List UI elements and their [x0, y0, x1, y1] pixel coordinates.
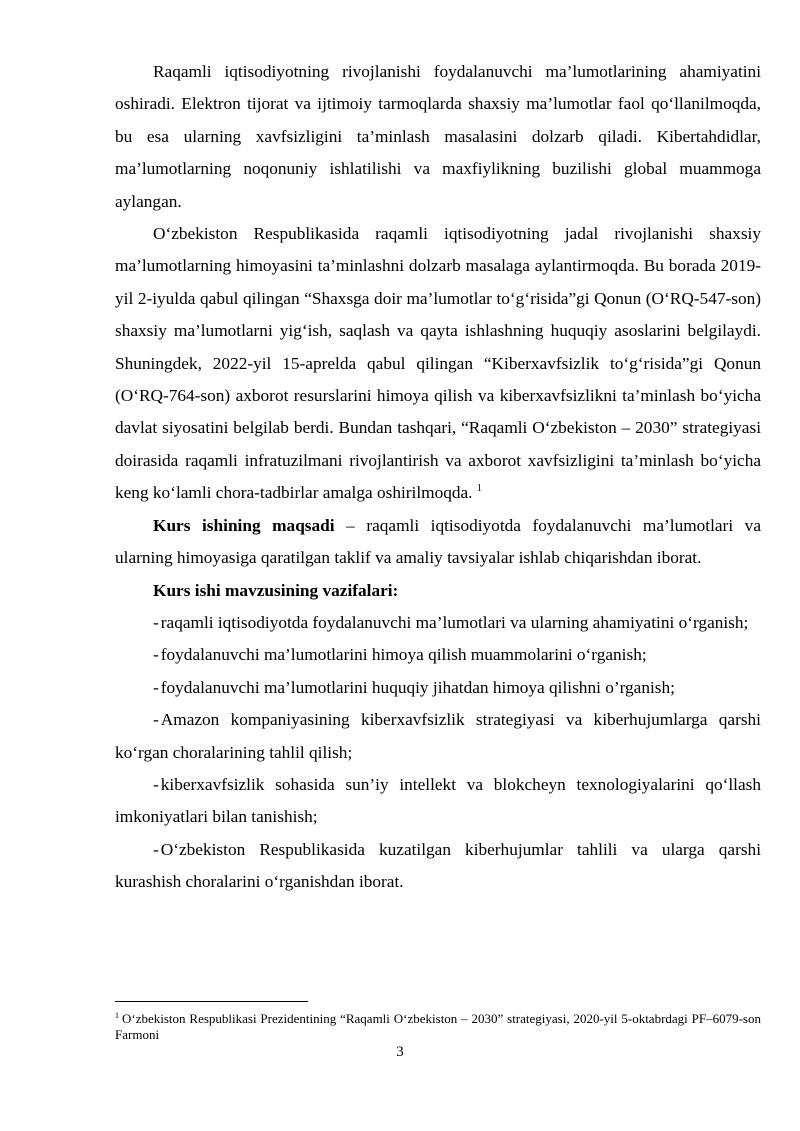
- task-dash: -: [153, 710, 159, 730]
- tasks-heading: Kurs ishi mavzusining vazifalari:: [153, 580, 399, 600]
- task-item: [115, 834, 761, 899]
- task-item: [115, 639, 761, 671]
- task-dash: -: [153, 839, 159, 859]
- footnote-reference[interactable]: 1: [476, 483, 482, 495]
- goal-text: – raqamli iqtisodiyotda foydalanuvchi ma’lumotlari va ularning himoyasiga qaratilgan taklif va amaliy tavsiyalar ishlab chiqarishdan iborat.: [115, 515, 761, 568]
- task-dash: -: [153, 774, 159, 794]
- task-item: [115, 672, 761, 704]
- paragraph-intro-text: Raqamli iqtisodiyotning rivojlanishi foydalanuvchi ma’lumotlarining ahamiyatini oshiradi. Elektron tijorat va ijtimoiy tarmoqlarda shaxsiy ma’lumotlar faol qo‘llanilmoqda, bu esa ularning xavfsizligini ta’minlash masalasini dolzarb qiladi. Kibertahdidlar, ma’lumotlarning noqonuniy ishlatilishi va maxfiylikning buzilishi global muammoga aylangan.: [115, 62, 761, 211]
- paragraph-legal-basis-text: O‘zbekiston Respublikasida raqamli iqtisodiyotning jadal rivojlanishi shaxsiy ma’lumotlarning himoyasini ta’minlashni dolzarb masalaga aylantirmoqda. Bu borada 2019-yil 2-iyulda qabul qilingan “Shaxsga doir ma’lumotlar to‘g‘risida”gi Qonun (O‘RQ-547-son) shaxsiy ma’lumotlarni yig‘ish, saqlash va qayta ishlashning huquqiy asoslarini belgilaydi. Shuningdek, 2022-yil 15-aprelda qabul qilingan “Kiberxavfsizlik to‘g‘risida”gi Qonun (O‘RQ-764-son) axborot resurslarini himoya qilish va kiberxavfsizlikni ta’minlash bo‘yicha davlat siyosatini belgilab berdi. Bundan tashqari, “Raqamli O‘zbekiston – 2030” strategiyasi doirasida raqamli infratuzilmani rivojlantirish va axborot xavfsizligini ta’minlash bo‘yicha keng ko‘lamli chora-tadbirlar amalga oshirilmoqda.: [115, 224, 761, 503]
- task-text: raqamli iqtisodiyotda foydalanuvchi ma’lumotlari va ularning ahamiyatini o‘rganish;: [160, 612, 749, 632]
- task-dash: -: [153, 677, 159, 697]
- footnote: [115, 1011, 761, 1043]
- task-item: [115, 607, 761, 639]
- task-text: foydalanuvchi ma’lumotlarini himoya qilish muammolarini o‘rganish;: [160, 645, 647, 665]
- footnote-text: O‘zbekiston Respublikasi Prezidentining “Raqamli O‘zbekiston – 2030” strategiyasi, 2020-yil 5-oktabrdagi PF–6079-son Farmoni: [115, 1011, 761, 1042]
- task-text: foydalanuvchi ma’lumotlarini huquqiy jihatdan himoya qilishni o’rganish;: [160, 677, 675, 697]
- paragraph-legal-basis: [115, 218, 761, 510]
- goal-label: Kurs ishining maqsadi: [153, 515, 335, 535]
- body-text: [115, 56, 761, 899]
- page-number: 3: [396, 1044, 404, 1060]
- task-text: O‘zbekiston Respublikasida kuzatilgan kiberhujumlar tahlili va ularga qarshi kurashish choralarini o‘rganishdan iborat.: [115, 839, 761, 892]
- paragraph-goal: [115, 510, 761, 575]
- task-text: Amazon kompaniyasining kiberxavfsizlik strategiyasi va kiberhujumlarga qarshi ko‘rgan choralarining tahlil qilish;: [115, 710, 761, 762]
- task-item: [115, 704, 761, 769]
- task-item: [115, 769, 761, 834]
- footnote-mark: 1: [115, 1010, 119, 1020]
- paragraph-intro: [115, 56, 761, 218]
- footnote-divider: [115, 1001, 308, 1002]
- task-text: kiberxavfsizlik sohasida sun’iy intellekt va blokcheyn texnologiyalarini qo‘llash imkoniyatlari bilan tanishish;: [115, 774, 761, 827]
- task-dash: -: [153, 612, 159, 632]
- task-dash: -: [153, 645, 159, 665]
